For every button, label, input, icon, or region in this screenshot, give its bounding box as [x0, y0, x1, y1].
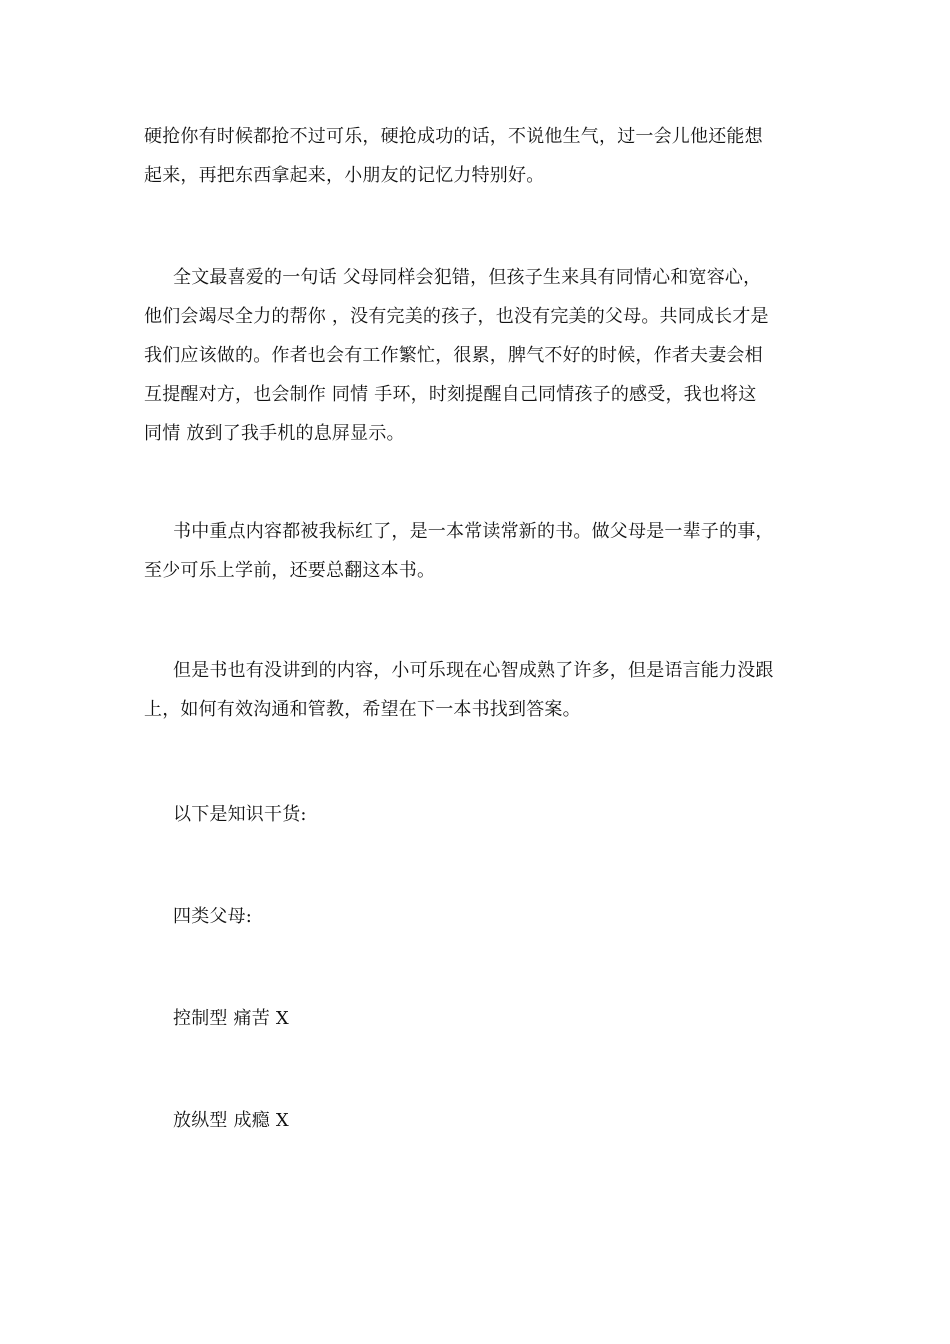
text-line: 以下是知识干货: [173, 804, 307, 825]
text-line: 我们应该做的。作者也会有工作繁忙，很累，脾气不好的时候，作者夫妻会相 [144, 345, 763, 366]
paragraph-memory [144, 117, 808, 195]
paragraph-controlling-type [144, 999, 808, 1038]
text-line: 控制型 痛苦 X [173, 1008, 289, 1029]
text-line: 上，如何有效沟通和管教，希望在下一本书找到答案。 [144, 699, 581, 720]
paragraph-permissive-type [144, 1101, 808, 1140]
text-line: 但是书也有没讲到的内容，小可乐现在心智成熟了许多，但是语言能力没跟 [173, 660, 774, 681]
text-line: 他们会竭尽全力的帮你 ，没有完美的孩子，也没有完美的父母。共同成长才是 [144, 306, 769, 327]
text-line: 书中重点内容都被我标红了，是一本常读常新的书。做父母是一辈子的事， [173, 521, 774, 542]
paragraph-knowledge-heading [144, 795, 808, 834]
paragraph-reread-book [144, 512, 808, 590]
text-line: 同情 放到了我手机的息屏显示。 [144, 423, 405, 444]
text-line: 放纵型 成瘾 X [173, 1110, 289, 1131]
text-line: 全文最喜爱的一句话 父母同样会犯错，但孩子生来具有同情心和宽容心， [173, 267, 762, 288]
text-line: 互提醒对方，也会制作 同情 手环，时刻提醒自己同情孩子的感受，我也将这 [144, 384, 757, 405]
text-line: 四类父母: [173, 906, 253, 927]
paragraph-four-parent-types [144, 897, 808, 936]
text-line: 硬抢你有时候都抢不过可乐，硬抢成功的话，不说他生气，过一会儿他还能想 [144, 126, 763, 147]
paragraph-favorite-quote [144, 258, 808, 453]
text-line: 起来，再把东西拿起来，小朋友的记忆力特别好。 [144, 165, 545, 186]
text-line: 至少可乐上学前，还要总翻这本书。 [144, 560, 436, 581]
paragraph-missing-content [144, 651, 808, 729]
